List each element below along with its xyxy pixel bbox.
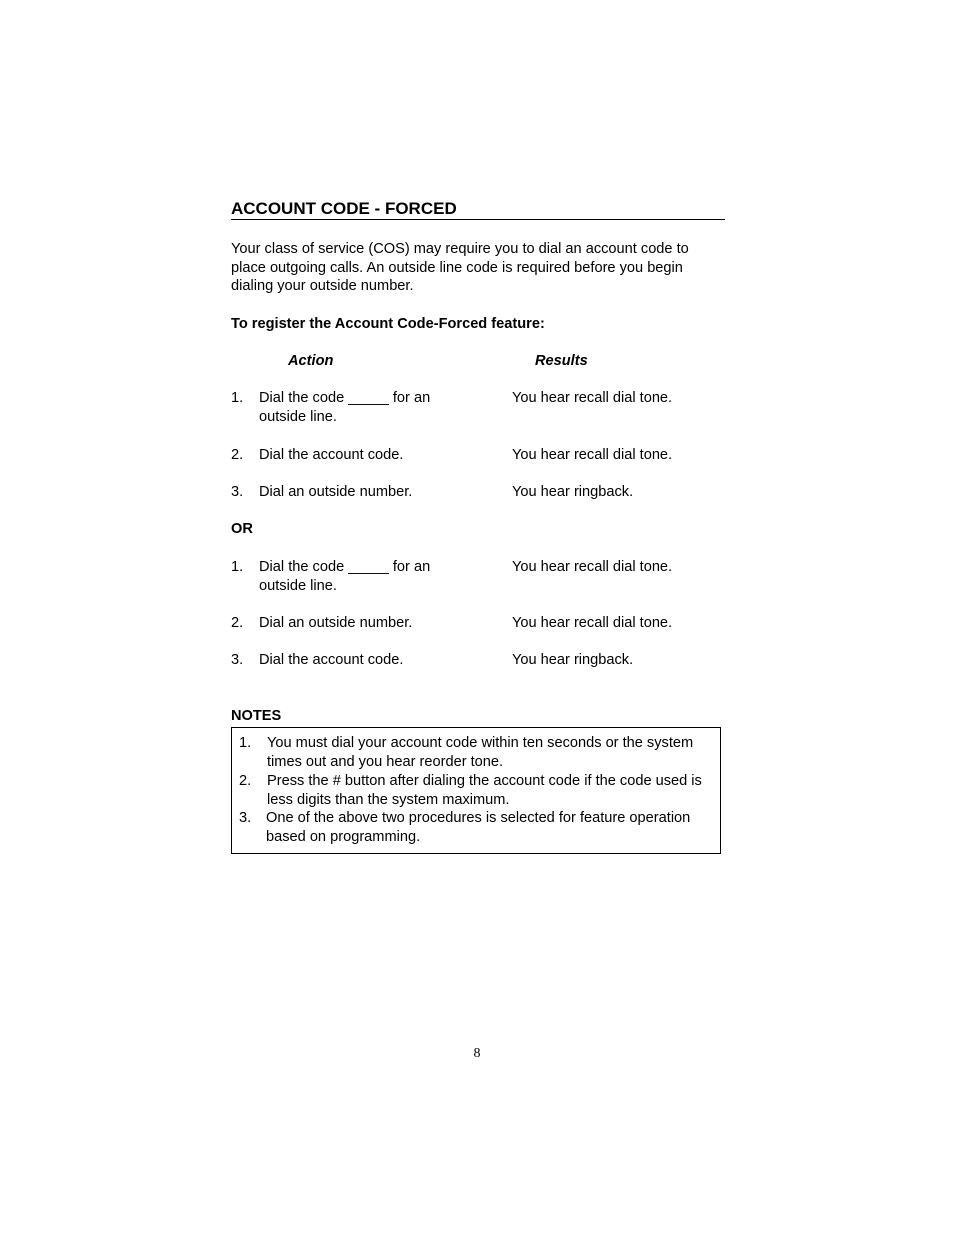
step-result: You hear ringback. bbox=[512, 484, 634, 500]
step-action: Dial the code _____ for an outside line. bbox=[259, 559, 431, 594]
page-title: ACCOUNT CODE - FORCED bbox=[231, 198, 725, 220]
step-number: 3. bbox=[231, 652, 244, 668]
note-text: You must dial your account code within ten seconds or the system times out and you hear reorder tone. bbox=[267, 735, 694, 770]
step-result: You hear recall dial tone. bbox=[512, 390, 673, 406]
procedure-subheading: To register the Account Code-Forced feature: bbox=[231, 316, 545, 332]
step-action: Dial an outside number. bbox=[259, 484, 413, 500]
step-action: Dial the account code. bbox=[259, 652, 404, 668]
step-result: You hear recall dial tone. bbox=[512, 559, 673, 575]
intro-paragraph: Your class of service (COS) may require you to dial an account code to place outgoing calls. An outside line code is required before you begin dialing your outside number. bbox=[231, 241, 689, 294]
step-number: 1. bbox=[231, 559, 244, 575]
note-text: Press the # button after dialing the account code if the code used is less digits than the system maximum. bbox=[267, 773, 702, 808]
step-number: 1. bbox=[231, 390, 244, 406]
page-number: 8 bbox=[473, 1046, 481, 1061]
step-action: Dial the account code. bbox=[259, 447, 404, 463]
or-label: OR bbox=[231, 521, 253, 537]
note-number: 3. bbox=[239, 810, 252, 826]
step-number: 2. bbox=[231, 615, 244, 631]
results-column-header: Results bbox=[535, 353, 588, 369]
notes-box bbox=[231, 727, 721, 854]
note-number: 2. bbox=[239, 773, 252, 789]
step-number: 3. bbox=[231, 484, 244, 500]
step-result: You hear ringback. bbox=[512, 652, 634, 668]
step-action: Dial an outside number. bbox=[259, 615, 413, 631]
step-result: You hear recall dial tone. bbox=[512, 447, 673, 463]
step-result: You hear recall dial tone. bbox=[512, 615, 673, 631]
note-number: 1. bbox=[239, 735, 252, 751]
notes-heading: NOTES bbox=[231, 708, 282, 724]
step-action: Dial the code _____ for an outside line. bbox=[259, 390, 431, 425]
step-number: 2. bbox=[231, 447, 244, 463]
note-text: One of the above two procedures is selected for feature operation based on programming. bbox=[266, 810, 691, 845]
action-column-header: Action bbox=[288, 353, 334, 369]
